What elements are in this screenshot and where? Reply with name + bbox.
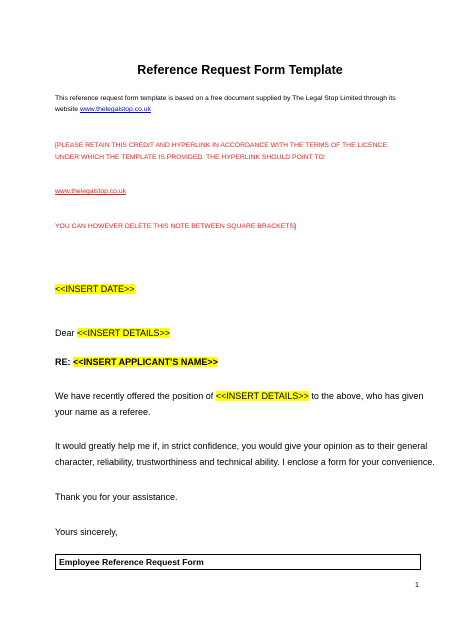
document-title: Reference Request Form Template (137, 63, 343, 77)
insert-date-field[interactable]: <<INSERT DATE>> (55, 284, 135, 294)
delete-note-bracket: ] (293, 223, 296, 230)
paragraph-1-end: to the above, who has given (308, 391, 424, 401)
salutation-prefix: Dear (55, 328, 78, 338)
legalstop-link[interactable]: www.thelegalstop.co.uk (79, 106, 151, 113)
paragraph-1-start: We have recently offered the position of (55, 391, 216, 401)
intro-line-1: This reference request form template is based on a free document supplied by The Legal Stop Limited through its (55, 95, 396, 102)
salutation (55, 325, 170, 342)
delete-note-text: YOU CAN HOWEVER DELETE THIS NOTE BETWEEN SQUARE BRACKETS (55, 223, 294, 230)
re-line (55, 354, 218, 371)
form-heading: Employee Reference Request Form (59, 557, 204, 567)
closing-line: Yours sincerely, (55, 527, 118, 537)
notice-line-1: [PLEASE RETAIN THIS CREDIT AND HYPERLINK IN ACCORDANCE WITH THE TERMS OF THE LICENCE (55, 142, 387, 149)
notice-link[interactable]: www.thelegalstop.co.uk (55, 188, 127, 195)
notice-line-2: UNDER WHICH THE TEMPLATE IS PROVIDED. THE HYPERLINK SHOULD POINT TO: (55, 154, 326, 161)
paragraph-2-line-1: It would greatly help me if, in strict confidence, you would give your opinion as to their general (55, 441, 428, 451)
intro-line-2 (55, 104, 151, 115)
paragraph-1-insert-field[interactable]: <<INSERT DETAILS>> (215, 391, 309, 401)
re-prefix: RE: (55, 357, 73, 367)
paragraph-2-line-2: character, reliability, trustworthiness and technical ability. I enclose a form for your convenience. (55, 457, 435, 467)
paragraph-1-line-1 (55, 388, 423, 405)
paragraph-1-line-2: your name as a referee. (55, 407, 151, 417)
salutation-insert-field[interactable]: <<INSERT DETAILS>> (77, 328, 171, 338)
delete-note (55, 221, 296, 232)
thanks-line: Thank you for your assistance. (55, 492, 178, 502)
form-heading-box (55, 554, 421, 570)
insert-date (55, 281, 135, 298)
page-number: 1 (415, 582, 419, 589)
intro-line-2-prefix: website (55, 106, 80, 113)
re-applicant-field[interactable]: <<INSERT APPLICANT'S NAME>> (73, 357, 218, 367)
